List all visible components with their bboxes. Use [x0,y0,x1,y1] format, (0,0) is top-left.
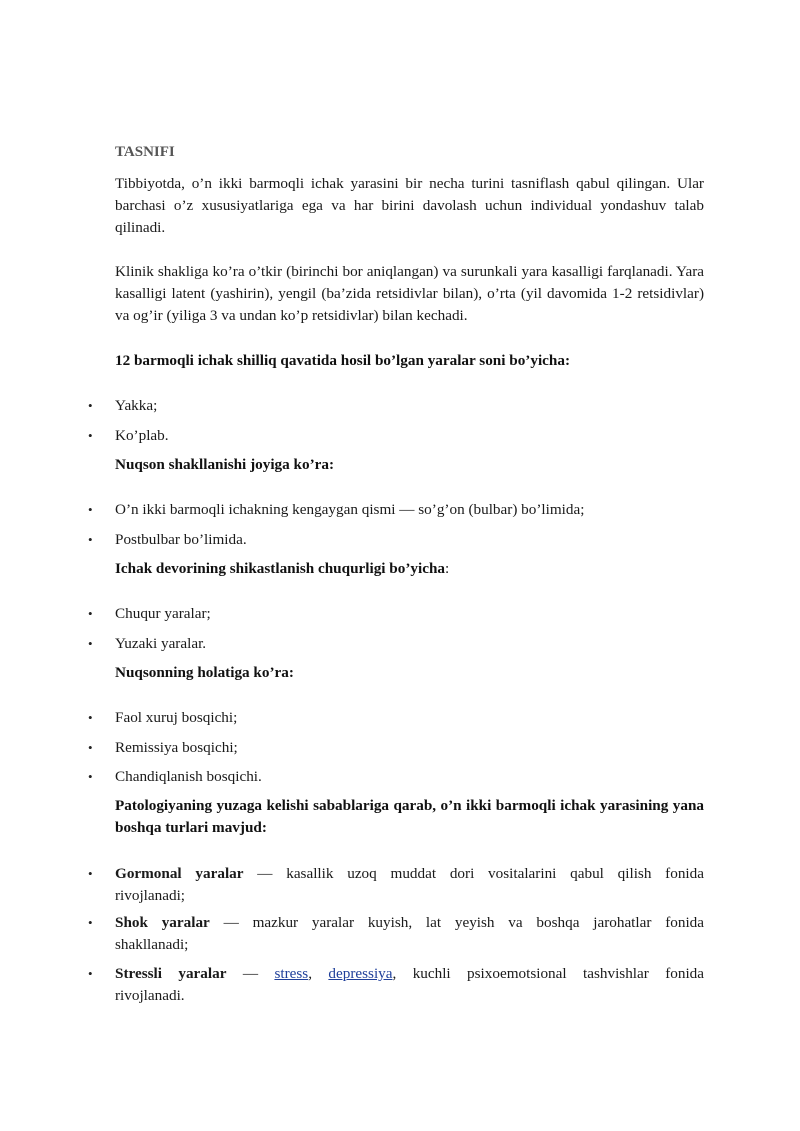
section-title: TASNIFI [115,144,175,160]
list-item: Postbulbar bo’limida. [115,531,247,548]
list-item: Yuzaki yaralar. [115,635,207,652]
list-item-line [115,963,704,985]
list-item-shock [115,912,704,956]
bullet-icon: • [88,636,93,651]
bullet-icon: • [88,398,93,413]
list-item: Chandiqlanish bosqichi. [115,768,262,785]
heading-ulcer-count: 12 barmoqli ichak shilliq qavatida hosil bo’lgan yaralar soni bo’yicha: [115,352,571,369]
bullet-icon: • [88,915,93,930]
description-continued: shakllanadi; [115,936,189,953]
heading-causes: Patologiyaning yuzaga kelishi sabablariga qarab, o’n ikki barmoqli ichak yarasining yana boshqa turlari mavjud: [115,797,704,836]
bullet-icon: • [88,740,93,755]
bullet-icon: • [88,606,93,621]
description-continued: rivojlanadi. [115,987,185,1004]
bullet-icon: • [88,866,93,881]
term-stress: Stressli yaralar [115,965,227,982]
intro-paragraph-1: Tibbiyotda, o’n ikki barmoqli ichak yarasini bir necha turini tasniflash qabul qilingan. Ular barchasi o’z xususiyatlariga ega va har birini davolash uchun individual yondashuv talab qilinadi. [115,175,704,236]
bullet-icon: • [88,428,93,443]
link-depression[interactable]: depressiya [328,965,393,982]
intro-paragraph-2: Klinik shakliga ko’ra o’tkir (birinchi bor aniqlangan) va surunkali yara kasalligi farqlanadi. Yara kasalligi latent (yashirin), yengil (ba’zida retsidivlar bilan), o’rta (yil davomida 1-2 retsidivlar) va og’ir (yiliga 3 va undan ko’p retsidivlar) bilan kechadi. [115,263,704,324]
bullet-icon: • [88,769,93,784]
description-continued: rivojlanadi; [115,887,186,904]
em-dash: — [209,914,253,931]
list-item: Yakka; [115,397,158,414]
heading-damage-depth-text: Ichak devorining shikastlanish chuqurligi bo’yicha [115,560,446,577]
heading-damage-depth [115,558,704,580]
description: kasallik uzoq muddat dori vositalarini qabul qilish fonida [286,865,704,882]
list-item: O’n ikki barmoqli ichakning kengaygan qismi — so’g’on (bulbar) bo’limida; [115,501,585,518]
list-item-stress [115,963,704,1007]
bullet-icon: • [88,966,93,981]
heading-colon: : [445,560,450,577]
bullet-icon: • [88,532,93,547]
list-item: Chuqur yaralar; [115,605,211,622]
em-dash: — [243,865,287,882]
term-hormonal: Gormonal yaralar [115,865,244,882]
list-item: Ko’plab. [115,427,169,444]
list-item-line [115,863,704,885]
term-shock: Shok yaralar [115,914,210,931]
heading-defect-state: Nuqsonning holatiga ko’ra: [115,664,294,681]
description: , kuchli psixoemotsional tashvishlar fonida [392,965,705,982]
list-item-hormonal [115,863,704,907]
link-stress[interactable]: stress [274,965,309,982]
description: mazkur yaralar kuyish, lat yeyish va boshqa jarohatlar fonida [252,914,705,931]
list-item: Remissiya bosqichi; [115,739,238,756]
bullet-icon: • [88,502,93,517]
heading-defect-location: Nuqson shakllanishi joyiga ko’ra: [115,456,335,473]
comma-separator: , [308,965,329,982]
em-dash: — [226,965,275,982]
list-item: Faol xuruj bosqichi; [115,709,238,726]
list-item-line [115,912,704,934]
bullet-icon: • [88,710,93,725]
